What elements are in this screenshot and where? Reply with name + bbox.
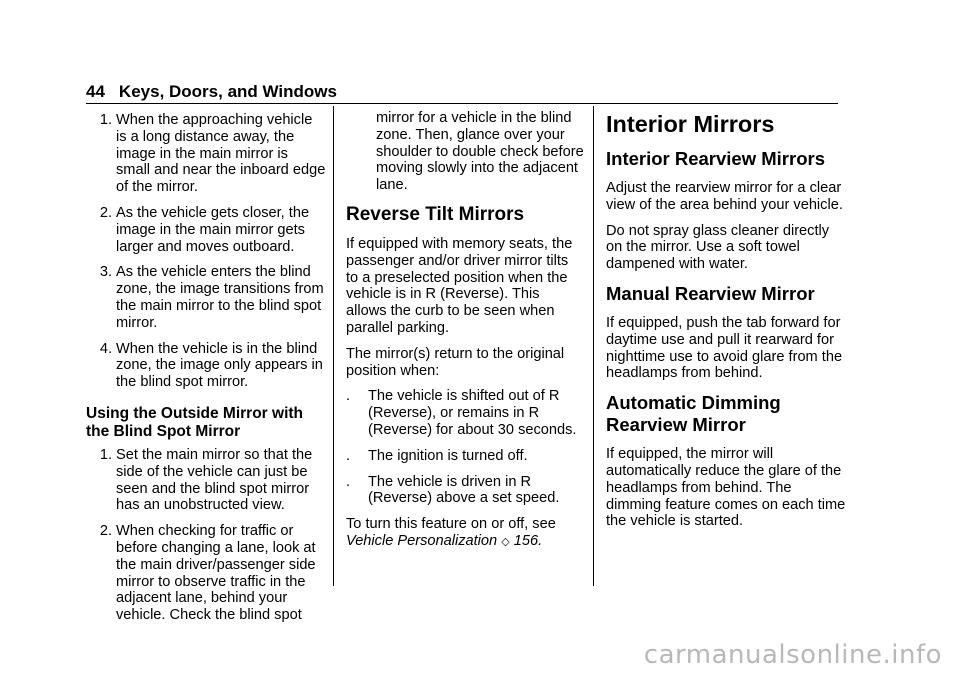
paragraph: Adjust the rearview mirror for a clear view of the area behind your vehicle. xyxy=(606,180,843,213)
bullet: . xyxy=(346,388,351,405)
list-item xyxy=(346,448,584,465)
column-divider-2 xyxy=(593,106,594,586)
item-text: The ignition is turned off. xyxy=(368,447,528,464)
header-rule xyxy=(86,103,838,104)
section-heading: Interior Rearview Mirrors xyxy=(606,148,825,169)
item-text: The vehicle is shifted out of R (Reverse), or remains in R (Reverse) for about 30 seconds. xyxy=(368,388,577,438)
item-text: Set the main mirror so that the side of the vehicle can just be seen and the blind spot mirror has an unobstructed view. xyxy=(116,446,313,514)
paragraph: If equipped, the mirror will automatically reduce the glare of the headlamps from behind. The dimming feature comes on each time the vehicle is started. xyxy=(606,446,846,530)
section-heading: Automatic Dimming Rearview Mirror xyxy=(606,392,781,436)
item-number: 3. xyxy=(99,264,112,281)
list-item xyxy=(86,205,326,255)
site-watermark: carmanualsonline.info xyxy=(643,640,942,670)
bullet: . xyxy=(346,473,351,490)
list-item xyxy=(346,474,584,508)
list-item xyxy=(346,388,584,438)
paragraph: If equipped, push the tab forward for daytime use and pull it rearward for nighttime use to avoid glare from the headlamps from behind. xyxy=(606,314,843,382)
paragraph: The mirror(s) return to the original position when: xyxy=(346,345,565,379)
cross-reference-link[interactable]: Vehicle Personalization xyxy=(346,532,498,549)
column-2 xyxy=(346,110,584,560)
cross-reference-page[interactable]: 156. xyxy=(513,532,543,549)
item-number: 2. xyxy=(99,204,112,221)
column-1 xyxy=(86,112,326,633)
item-number: 1. xyxy=(99,112,112,128)
section-title: Keys, Doors, and Windows xyxy=(118,82,337,101)
paragraph: Do not spray glass cleaner directly on the mirror. Use a soft towel dampened with water. xyxy=(606,222,830,273)
list-item xyxy=(86,341,326,391)
item-text: As the vehicle gets closer, the image in the main mirror gets larger and moves outboard. xyxy=(116,204,310,255)
column-3 xyxy=(606,110,846,539)
page-number: 44 xyxy=(86,82,105,101)
column-divider-1 xyxy=(333,106,334,586)
item-number: 2. xyxy=(99,523,112,540)
page-reference-icon: ◇ xyxy=(501,535,510,548)
paragraph-text: To turn this feature on or off, see xyxy=(346,516,556,533)
paragraph xyxy=(346,516,584,551)
list-item xyxy=(86,112,326,196)
item-text: When the approaching vehicle is a long distance away, the image in the main mirror is small and near the inboard edge of the mirror. xyxy=(116,112,326,196)
bullet: . xyxy=(346,447,351,464)
item-number: 4. xyxy=(99,340,112,357)
continuation-text: mirror for a vehicle in the blind zone. Then, glance over your shoulder to double check before moving slowly into the adjacent lane. xyxy=(376,110,584,194)
section-heading: Reverse Tilt Mirrors xyxy=(346,203,525,225)
list-item xyxy=(86,264,326,331)
item-text: As the vehicle enters the blind zone, the image transitions from the main mirror to the blind spot mirror. xyxy=(116,264,324,331)
list-item xyxy=(86,523,326,624)
item-text: When the vehicle is in the blind zone, the image only appears in the blind spot mirror. xyxy=(116,340,323,391)
list-item xyxy=(86,447,326,514)
item-text: The vehicle is driven in R (Reverse) above a set speed. xyxy=(368,473,560,507)
subsection-heading: Using the Outside Mirror with the Blind Spot Mirror xyxy=(86,404,304,440)
section-heading: Manual Rearview Mirror xyxy=(606,282,815,304)
paragraph: If equipped with memory seats, the passenger and/or driver mirror tilts to a preselected position when the vehicle is in R (Reverse). This allows the curb to be seen when parallel parking. xyxy=(346,235,573,336)
page-header xyxy=(86,82,337,102)
item-text: When checking for traffic or before changing a lane, look at the main driver/passenger side mirror to observe traffic in the adjacent lane, behind your vehicle. Check the blind spot xyxy=(116,523,316,624)
chapter-heading: Interior Mirrors xyxy=(606,111,775,137)
item-number: 1. xyxy=(99,446,112,463)
